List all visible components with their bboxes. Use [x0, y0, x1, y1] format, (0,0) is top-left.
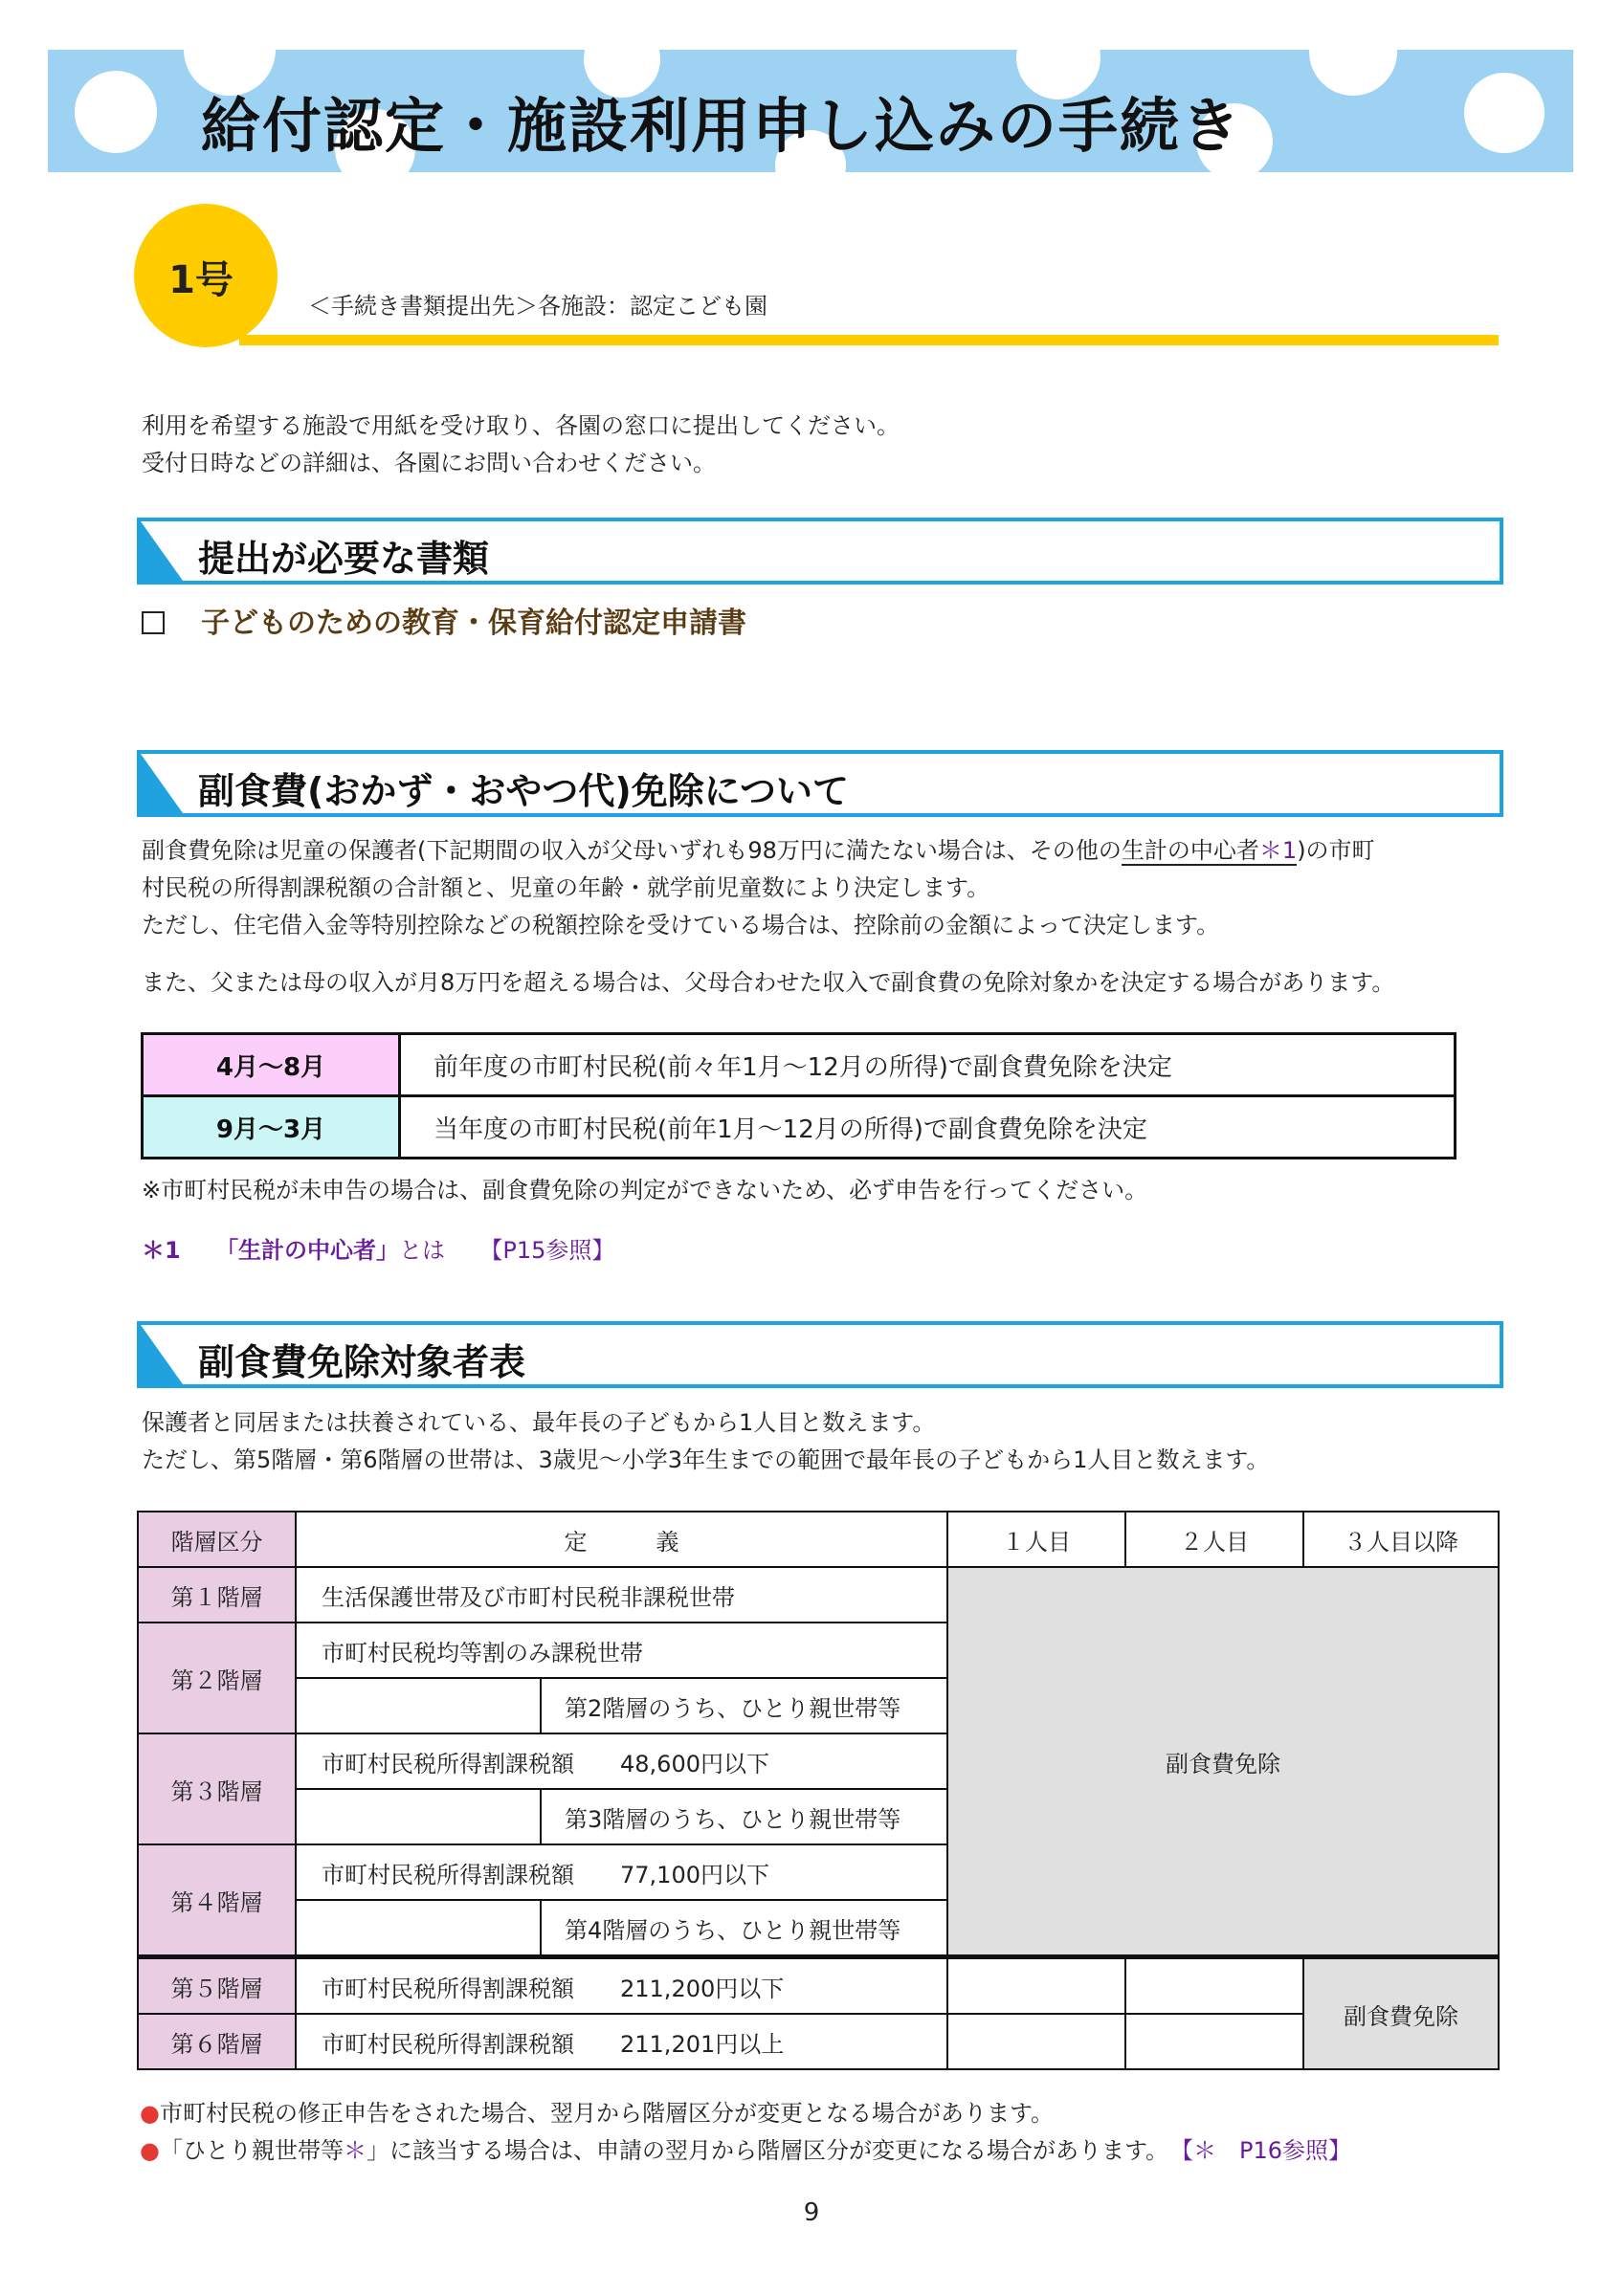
- banner-dot: [75, 71, 157, 153]
- exemption-cell: 副食費免除: [1303, 1957, 1499, 2070]
- tier-label: 第１階層: [138, 1567, 296, 1623]
- submission-destination: ＜手続き書類提出先＞各施設：認定こども園: [308, 293, 767, 320]
- child-count-rules: [142, 1404, 1269, 1479]
- second-child-cell: [1125, 2014, 1303, 2069]
- tier-label: 第３階層: [138, 1733, 296, 1844]
- unfiled-tax-note: ※市町村民税が未申告の場合は、副食費免除の判定ができないため、必ず申告を行ってください。: [142, 1177, 1148, 1203]
- table-row: [138, 2014, 1499, 2069]
- period-description: 当年度の市町村民税(前年1月～12月の所得)で副食費免除を決定: [400, 1096, 1456, 1159]
- footnote-term: 「生計の中心者」: [215, 1237, 400, 1264]
- section-header-triangle: [141, 754, 183, 813]
- tier-definition: [296, 1957, 947, 2015]
- section-title: 副食費(おかず・おやつ代)免除について: [198, 770, 849, 812]
- first-child-cell: [947, 1957, 1125, 2015]
- column-header: １人目: [947, 1512, 1125, 1567]
- blank-cell: [296, 1678, 541, 1733]
- intro-line: 受付日時などの詳細は、各園にお問い合わせください。: [142, 450, 716, 476]
- page-reference: 【P15参照】: [479, 1237, 615, 1264]
- tier-definition: 生活保護世帯及び市町村民税非課税世帯: [296, 1567, 947, 1623]
- column-header: ３人目以降: [1303, 1512, 1499, 1567]
- bullet-icon: ●: [140, 2100, 160, 2127]
- blank-cell: [296, 1900, 541, 1957]
- tier-subdefinition: 第4階層のうち、ひとり親世帯等: [541, 1900, 947, 1957]
- blank-cell: [296, 1789, 541, 1844]
- tier-label: 第２階層: [138, 1623, 296, 1733]
- footnote-reference: [142, 1231, 614, 1265]
- document-checklist-item: [142, 599, 746, 641]
- period-row: [143, 1096, 1456, 1159]
- footnote-mark: ＊: [343, 2137, 367, 2164]
- type-badge-label: 1号: [168, 258, 233, 302]
- definition-text: 市町村民税所得割課税額: [322, 1975, 574, 2002]
- tier-label: 第４階層: [138, 1844, 296, 1957]
- paragraph-text: )の市町: [1297, 837, 1375, 864]
- type-badge: [134, 204, 278, 347]
- tier-definition: [296, 1844, 947, 1900]
- page-number: 9: [803, 2198, 820, 2227]
- paragraph-line: 保護者と同居または扶養されている、最年長の子どもから1人目と数えます。: [142, 1409, 936, 1436]
- section-header-documents: [137, 518, 1503, 585]
- meal-exemption-paragraph: [142, 832, 1375, 944]
- note-text: 「ひとり親世帯等: [159, 2137, 344, 2164]
- definition-text: 市町村民税所得割課税額: [322, 2030, 574, 2058]
- column-header: 階層区分: [138, 1512, 296, 1567]
- period-label: 9月～3月: [143, 1096, 400, 1159]
- page-title: 給付認定・施設利用申し込みの手続き: [201, 91, 1243, 161]
- document-name: 子どものための教育・保育給付認定申請書: [201, 607, 746, 640]
- intro-paragraph: [142, 408, 900, 482]
- table-header-row: [138, 1512, 1499, 1567]
- footer-note: [140, 2132, 1351, 2170]
- tax-threshold: 211,200円以下: [620, 1975, 785, 2002]
- footnote-mark: ＊1: [1258, 837, 1298, 864]
- exemption-eligibility-table: [137, 1511, 1500, 2070]
- footnote-toha: とは: [399, 1237, 446, 1264]
- definition-text: 市町村民税所得割課税額: [322, 1861, 574, 1888]
- section-header-triangle: [141, 1325, 183, 1384]
- paragraph-line: [142, 832, 1375, 870]
- tier-subdefinition: 第2階層のうち、ひとり親世帯等: [541, 1678, 947, 1733]
- footnote-mark: ＊1: [142, 1237, 181, 1264]
- banner-dot: [1309, 50, 1397, 96]
- first-child-cell: [947, 2014, 1125, 2069]
- note-text: 」に該当する場合は、申請の翌月から階層区分が変更になる場合があります。: [366, 2137, 1169, 2164]
- definition-text: 市町村民税所得割課税額: [322, 1750, 574, 1777]
- paragraph-line: 村民税の所得割課税額の合計額と、児童の年齢・就学前児童数により決定します。: [142, 874, 990, 901]
- banner-dot: [1464, 73, 1545, 153]
- paragraph-line: ただし、住宅借入金等特別控除などの税額控除を受けている場合は、控除前の金額によって決定します。: [142, 912, 1220, 938]
- column-header: 定 義: [296, 1512, 947, 1567]
- bullet-icon: ●: [140, 2137, 160, 2164]
- section-header-exemption-table: [137, 1321, 1503, 1388]
- footer-notes: [140, 2095, 1351, 2170]
- checkbox-icon: [142, 611, 165, 634]
- assessment-period-table: [141, 1032, 1456, 1159]
- column-header: ２人目: [1125, 1512, 1303, 1567]
- period-label: 4月～8月: [143, 1034, 400, 1096]
- exemption-cell: 副食費免除: [947, 1567, 1499, 1957]
- tier-definition: 市町村民税均等割のみ課税世帯: [296, 1623, 947, 1678]
- tier-definition: [296, 1733, 947, 1789]
- table-row: [138, 1957, 1499, 2015]
- section-title: 副食費免除対象者表: [198, 1341, 526, 1383]
- tax-threshold: 211,201円以上: [620, 2030, 785, 2058]
- paragraph-line: ただし、第5階層・第6階層の世帯は、3歳児～小学3年生までの範囲で最年長の子どもから1人目と数えます。: [142, 1446, 1270, 1473]
- section-title: 提出が必要な書類: [198, 538, 490, 580]
- section-divider-line: [239, 335, 1499, 345]
- period-row: [143, 1034, 1456, 1096]
- paragraph-text: 副食費免除は児童の保護者(下記期間の収入が父母いずれも98万円に満たない場合は、その他の: [142, 837, 1122, 864]
- tier-subdefinition: 第3階層のうち、ひとり親世帯等: [541, 1789, 947, 1844]
- income-note-paragraph: また、父または母の収入が月8万円を超える場合は、父母合わせた収入で副食費の免除対象かを決定する場合があります。: [142, 969, 1395, 996]
- income-earner-link: 生計の中心者: [1121, 837, 1259, 864]
- table-row: [138, 1567, 1499, 1623]
- tax-threshold: 48,600円以下: [620, 1750, 769, 1777]
- section-header-triangle: [141, 521, 183, 581]
- tier-label: 第６階層: [138, 2014, 296, 2069]
- section-header-meal-exemption: [137, 750, 1503, 817]
- period-description: 前年度の市町村民税(前々年1月～12月の所得)で副食費免除を決定: [400, 1034, 1456, 1096]
- tier-definition: [296, 2014, 947, 2069]
- title-banner: [48, 50, 1573, 172]
- intro-line: 利用を希望する施設で用紙を受け取り、各園の窓口に提出してください。: [142, 412, 900, 439]
- tax-threshold: 77,100円以下: [620, 1861, 769, 1888]
- second-child-cell: [1125, 1957, 1303, 2015]
- note-text: 市町村民税の修正申告をされた場合、翌月から階層区分が変更となる場合があります。: [159, 2100, 1055, 2127]
- page-reference: 【＊ P16参照】: [1182, 2137, 1352, 2164]
- tier-label: 第５階層: [138, 1957, 296, 2015]
- footer-note: [140, 2095, 1351, 2132]
